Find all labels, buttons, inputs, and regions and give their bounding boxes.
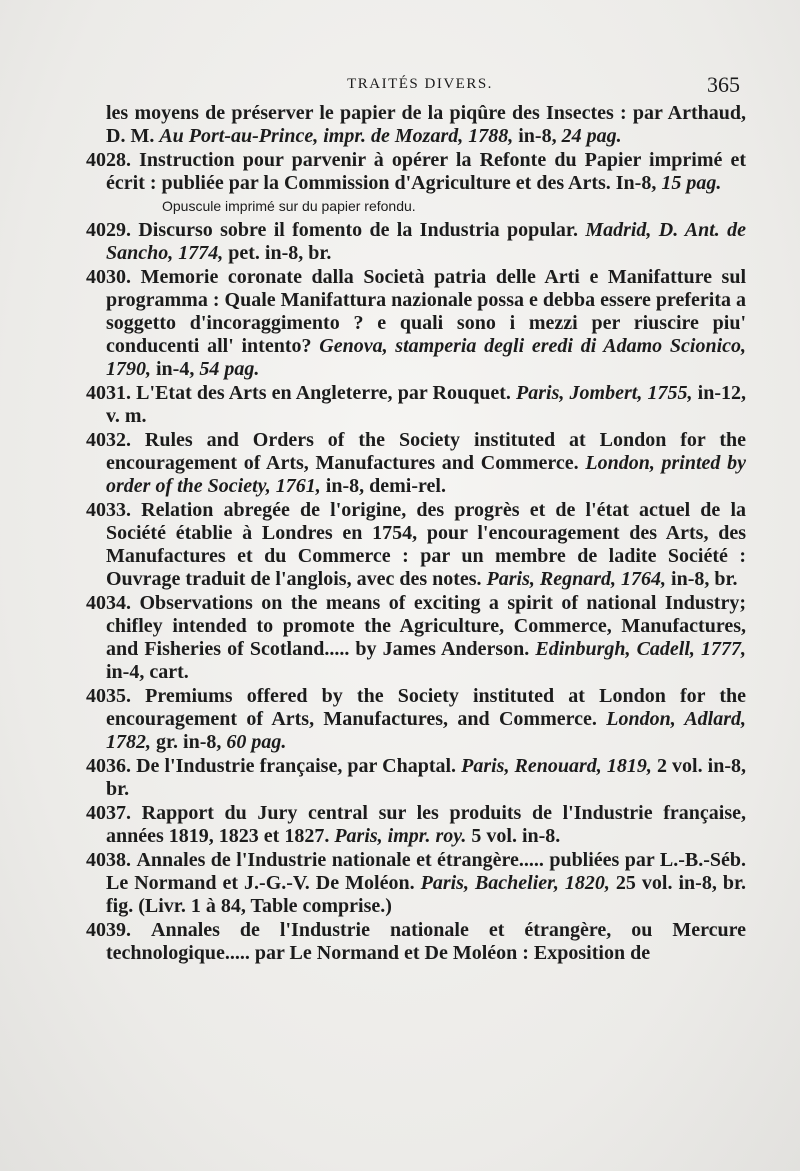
catalogue-entry-4039 (86, 919, 746, 965)
entry-format: in-8, br. (671, 568, 738, 590)
catalogue-entry-4038 (86, 849, 746, 918)
entry-imprint: Paris, Renouard, 1819, (461, 755, 652, 777)
entry-imprint: 15 pag. (661, 172, 722, 194)
entry-imprint: Au Port-au-Prince, impr. de Mozard, 1788, (159, 125, 514, 147)
entry-text: Annales de l'Industrie nationale et étrangère..... publiées par L.-B.-Séb. Le Normand et J.-G.-V. De Moléon. (106, 849, 746, 894)
catalogue-entry-4033 (86, 499, 746, 591)
entry-number: 4034. (86, 592, 131, 614)
page-header (100, 72, 740, 100)
catalogue-entry-4036 (86, 755, 746, 801)
entry-format: in-12, v. m. (106, 382, 747, 427)
catalogue-entry-4030 (86, 266, 746, 381)
entry-imprint: Madrid, D. Ant. de Sancho, 1774, (106, 219, 747, 264)
catalogue-entry-4028 (86, 149, 746, 195)
entry-text: Rapport du Jury central sur les produits de l'Industrie française, années 1819, 1823 et 1827. (106, 802, 746, 847)
entry-text: Annales de l'Industrie nationale et étrangère, ou Mercure technologique..... par Le Normand et De Moléon : Exposition de (106, 919, 747, 964)
entry-pages: 54 pag. (199, 358, 260, 380)
running-title: TRAITÉS DIVERS. (347, 76, 493, 92)
catalogue-entry-4032 (86, 429, 746, 498)
entry-format: 25 vol. in-8, br. fig. (Livr. 1 à 84, Table comprise.) (106, 872, 747, 917)
entry-format: pet. in-8, br. (228, 242, 332, 264)
entry-note: Opuscule imprimé sur du papier refondu. (162, 198, 416, 214)
entry-imprint: London, printed by order of the Society, 1761, (106, 452, 746, 497)
entry-text: Discurso sobre il fomento de la Industria popular. (138, 219, 578, 241)
catalogue-entry-4035 (86, 685, 746, 754)
catalogue-entry-4031 (86, 382, 746, 428)
entry-text: Memorie coronate dalla Società patria delle Arti e Manifatture sul programma : Quale Manifattura nazionale possa e debba essere preferita a soggetto d'incoraggimento ? e quali sono i mezzi per riuscire piu' conducenti all' intento? (106, 266, 747, 357)
entry-imprint: London, Adlard, 1782, (106, 708, 747, 753)
entry-number: 4039. (86, 919, 131, 941)
entry-imprint: Edinburgh, Cadell, 1777, (535, 638, 746, 660)
entry-number: 4035. (86, 685, 131, 707)
entry-text: L'Etat des Arts en Angleterre, par Rouquet. (136, 382, 511, 404)
entry-imprint: Paris, Bachelier, 1820, (420, 872, 610, 894)
entry-text: De l'Industrie française, par Chaptal. (136, 755, 457, 777)
entry-format: in-8, demi-rel. (325, 475, 446, 497)
entry-text: Instruction pour parvenir à opérer la Refonte du Papier imprimé et écrit : publiée par la Commission d'Agriculture et des Arts. In-8, (106, 149, 747, 194)
catalogue-entries (86, 102, 746, 966)
entry-text: les moyens de préserver le papier de la piqûre des Insectes : par Arthaud, D. M. (106, 102, 746, 147)
catalogue-entry-4037 (86, 802, 746, 848)
entry-imprint: Paris, impr. roy. (334, 825, 467, 847)
page-number: 365 (707, 72, 740, 97)
entry-number: 4028. (86, 149, 131, 171)
entry-text: Rules and Orders of the Society instituted at London for the encouragement of Arts, Manufactures and Commerce. (106, 429, 746, 474)
entry-pages: 24 pag. (561, 125, 622, 147)
entry-text: Premiums offered by the Society instituted at London for the encouragement of Arts, Manufactures, and Commerce. (106, 685, 747, 730)
entry-number: 4037. (86, 802, 131, 824)
entry-number: 4032. (86, 429, 131, 451)
catalogue-entry-4029 (86, 219, 746, 265)
entry-number: 4033. (86, 499, 131, 521)
entry-imprint: Paris, Regnard, 1764, (486, 568, 667, 590)
entry-format: 5 vol. in-8. (471, 825, 561, 847)
entry-imprint: Paris, Jombert, 1755, (516, 382, 693, 404)
entry-number: 4029. (86, 219, 131, 241)
entry-format: gr. in-8, (156, 731, 222, 753)
entry-number: 4036. (86, 755, 131, 777)
entry-number: 4038. (86, 849, 131, 871)
entry-format: in-8, (518, 125, 557, 147)
entry-imprint: Genova, stamperia degli eredi di Adamo Scionico, 1790, (106, 335, 747, 380)
catalogue-entry-4034 (86, 592, 746, 684)
entry-text: Observations on the means of exciting a spirit of national Industry; chifley intended to promote the Agriculture, Commerce, Manufactures, and Fisheries of Scotland..... by James Anderson. (106, 592, 747, 660)
entry-format: in-4, cart. (106, 661, 189, 683)
entry-format: in-4, (156, 358, 195, 380)
catalogue-entry-4027-continued (86, 102, 746, 148)
entry-pages: 60 pag. (226, 731, 287, 753)
entry-text: Relation abregée de l'origine, des progrès et de l'état actuel de la Société établie à Londres en 1754, pour l'encouragement des Arts, des Manufactures et du Commerce : par un membre de ladite Société : Ouvrage traduit de l'anglois, avec des notes. (106, 499, 747, 590)
entry-format: 2 vol. in-8, br. (106, 755, 746, 800)
entry-number: 4031. (86, 382, 131, 404)
entry-number: 4030. (86, 266, 131, 288)
